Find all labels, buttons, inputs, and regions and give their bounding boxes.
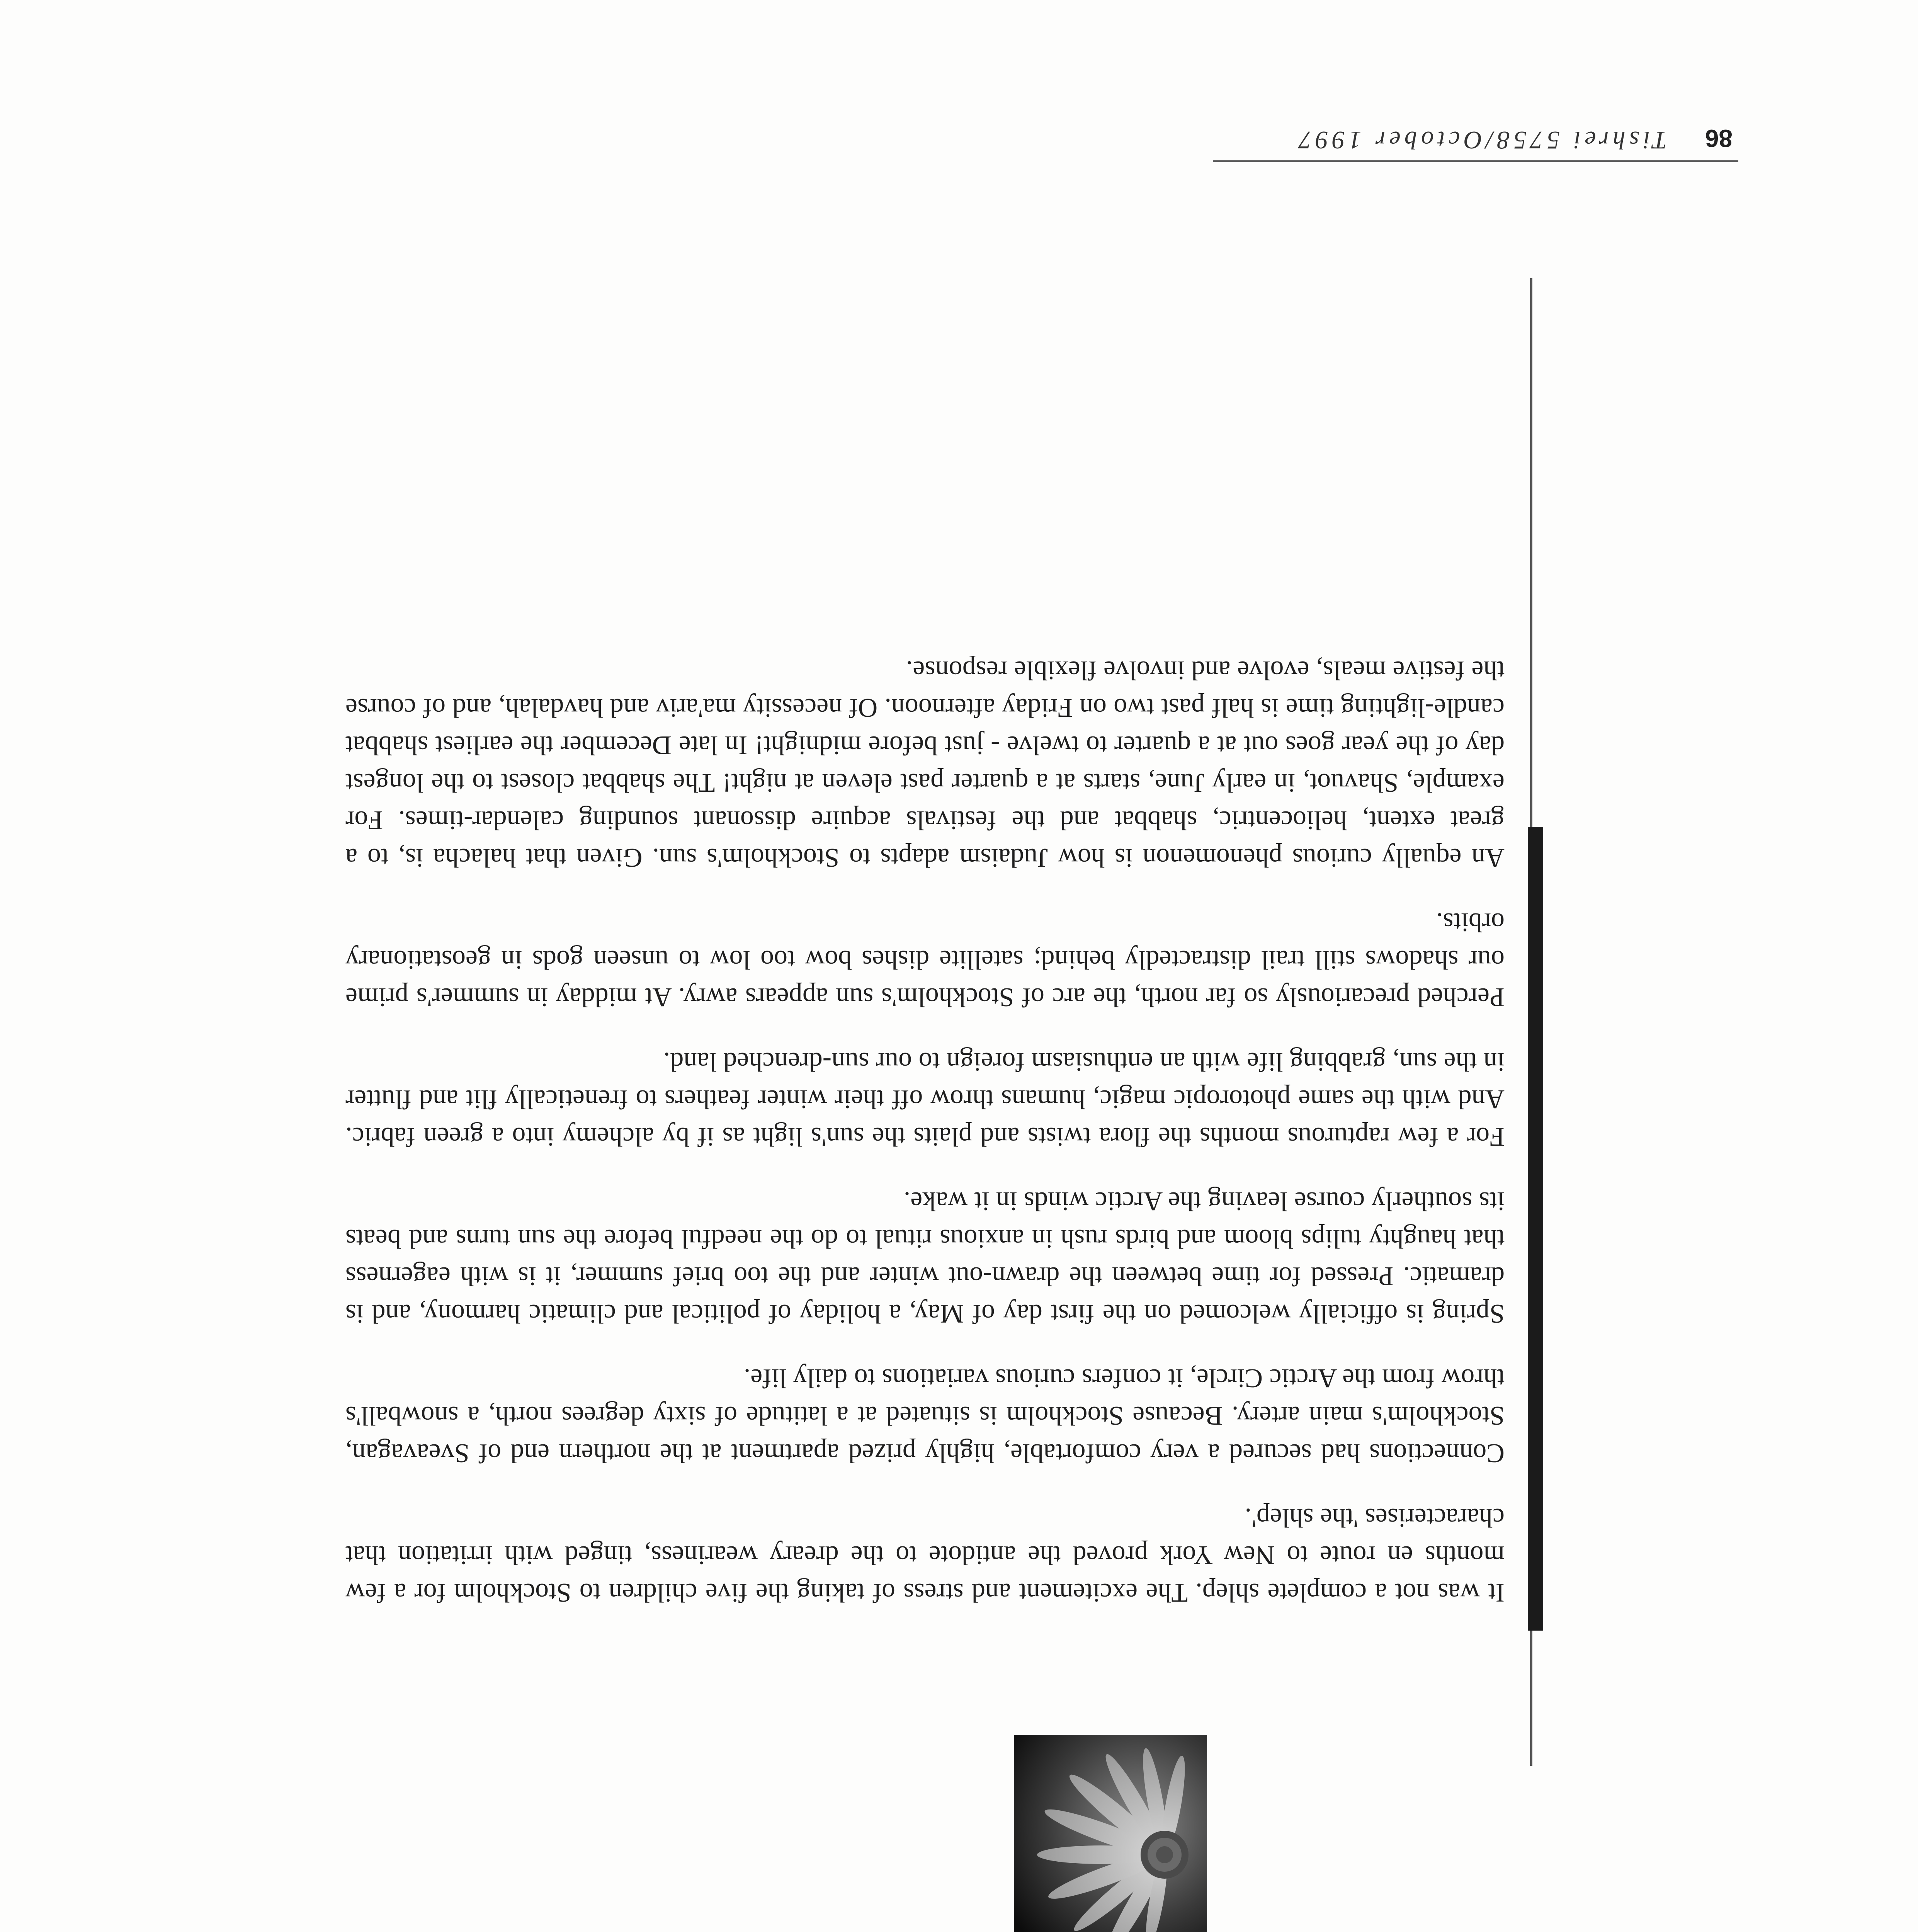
body-paragraph: Spring is officially welcomed on the first day of May, a holiday of political and climatic harmony, and is dramatic. Pressed for time between the drawn-out winter and the too brief summer, it is with eagerness that haughty tulips bloom and birds rush in anxious ritual to do the needful before the sun turns and beats its southerly course leaving the Arctic winds in it wake. bbox=[345, 1186, 1505, 1328]
issue-date: Tishrei 5758/October 1997 bbox=[1295, 126, 1667, 154]
footer-rule bbox=[1213, 160, 1738, 162]
body-paragraph: An equally curious phenomenon is how Judaism adapts to Stockholm's sun. Given that halacha is, to a great extent, heliocentric, shabbat and the festivals acquire dissonant sounding calendar-times. For example, Shavuot, in early June, starts at a quarter past eleven at night! The shabbat closest to the longest day of the year goes out at a quarter to twelve - just before midnight! In late December the earliest shabbat candle-lighting time is half past two on Friday afternoon. Of necessity ma'ariv and havdalah, and of course the festive meals, evolve and involve flexible response. bbox=[345, 655, 1505, 872]
page-number: 86 bbox=[1705, 124, 1733, 152]
body-paragraph: It was not a complete shlep. The excitement and stress of taking the five children to Stockholm for a few months en route to New York proved the antidote to the dreary weariness, tinged with irritation that characterises 'the shlep'. bbox=[345, 1503, 1505, 1607]
body-paragraph: Perched precariously so far north, the arc of Stockholm's sun appears awry. At midday in summer's prime our shadows still trail distractedly behind; satellite dishes bow too low to unseen gods in geostationary orbits. bbox=[345, 907, 1505, 1012]
daisy-photo bbox=[1014, 1735, 1207, 1932]
body-paragraph: Connections had secured a very comfortable, highly prized apartment at the northern end of Sveavagan, Stockholm's main artery. Because Stockholm is situated at a latitude of sixty degrees north, a snowball's throw from the Arctic Circle, it confers curious variations to daily life. bbox=[345, 1363, 1505, 1468]
daisy-flower-image bbox=[1014, 1735, 1207, 1932]
accent-bar bbox=[1528, 827, 1543, 1631]
body-paragraph: For a few rapturous months the flora twists and plaits the sun's light as if by alchemy into a green fabric. And with the same photoropic magic, humans throw off their winter feathers to frenetically flit and flutter in the sun, grabbing life with an enthusiasm foreign to our sun-drenched land. bbox=[345, 1047, 1505, 1151]
article-body bbox=[345, 624, 1505, 1611]
